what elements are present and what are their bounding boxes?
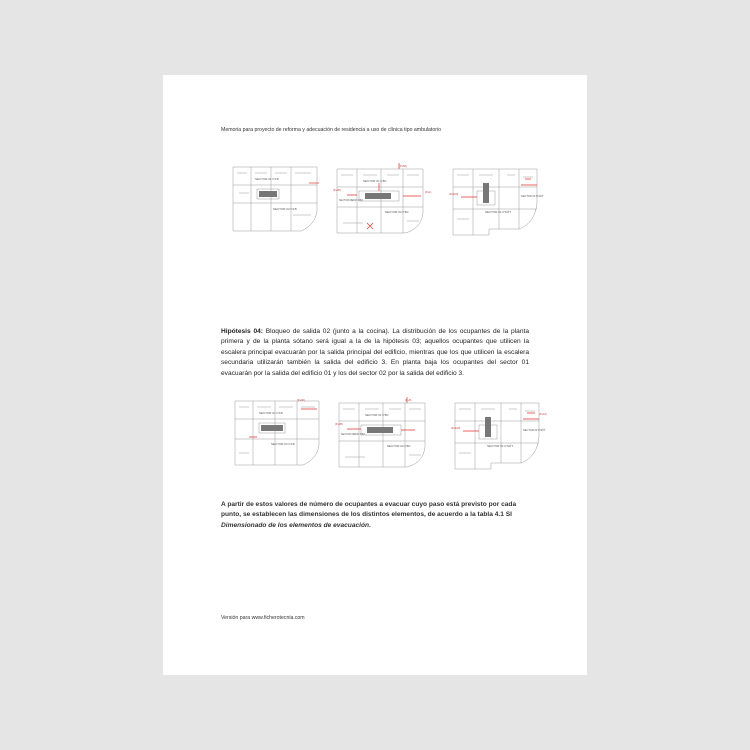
plan-label: SECTOR 02 P.BJ bbox=[387, 444, 411, 448]
plan-label: SECTOR MEDIO P.BJ bbox=[339, 199, 363, 202]
plan-label: SECTOR 02 P.1B bbox=[273, 207, 297, 211]
floor-plans-row-1 bbox=[231, 163, 561, 239]
floor-plan-basement bbox=[449, 163, 559, 239]
floor-plan-first-floor-h4 bbox=[231, 397, 331, 473]
plan-label: (P+12) bbox=[539, 413, 547, 416]
hypothesis-paragraph bbox=[221, 327, 529, 380]
floor-plan-basement-h4 bbox=[451, 397, 561, 473]
plan-label: SECTOR 01 P.SÓT bbox=[485, 210, 512, 214]
document-page bbox=[163, 75, 587, 675]
plan-label: (P+100) bbox=[449, 193, 459, 196]
plan-label: SECTOR 01 P.1B bbox=[259, 411, 283, 415]
plan-label: (P+66) bbox=[399, 165, 407, 168]
plan-label: (P+5) bbox=[405, 399, 412, 402]
plan-label: SECTOR 01 P.SÓT bbox=[487, 444, 514, 448]
plan-label: SECTOR MEDIO P.BJ bbox=[341, 433, 365, 436]
plan-label: SECTOR 01 P.BJ bbox=[365, 413, 389, 417]
floor-plans-row-2 bbox=[231, 397, 561, 473]
plan-label: (P+60) bbox=[297, 399, 305, 402]
floor-plan-first-floor bbox=[231, 163, 329, 239]
page-header: Memoria para proyecto de reforma y adecuación de residencia a uso de clínica tipo ambulatorio bbox=[221, 127, 442, 133]
plan-label: (P+35) bbox=[333, 189, 341, 192]
plan-label: SECTOR 01 P.1B bbox=[255, 177, 279, 181]
page-footer: Versión para www.ficherotecnia.com bbox=[221, 615, 305, 621]
conclusion-italic: Dimensionado de los elementos de evacuación bbox=[221, 521, 370, 529]
plan-label: SECTOR 01 P.BJ bbox=[363, 179, 387, 183]
conclusion-text: A partir de estos valores de número de ocupantes a evacuar cuyo paso está previsto por cada punto, se establecen las dimensiones de los distintos elementos, de acuerdo a la tabla 4.1 SI bbox=[221, 500, 517, 519]
plan-label: SECTOR 02 P.SÓT bbox=[521, 195, 544, 198]
plan-label: (P+35) bbox=[335, 423, 343, 426]
conclusion-end: . bbox=[369, 521, 371, 529]
plan-label: (P+100) bbox=[451, 427, 461, 430]
hypothesis-text: Bloqueo de salida 02 (junto a la cocina). La distribución de los ocupantes de la planta primera y de la planta sótano será igual a la de la hipótesis 03; aquellos ocupantes que utilicen la escalera principal evacuarán por la salida principal del edificio, mientras que los que utilicen la escalera secundaria utilizarán también la salida del edificio 3. En planta baja los ocupantes del sector 01 evacuarán por la salida del edificio 01 y los del sector 02 por la salida del edificio 3. bbox=[221, 327, 529, 377]
plan-label: SECTOR 02 P.1B bbox=[271, 442, 295, 446]
conclusion-paragraph bbox=[221, 500, 525, 532]
plan-label: SECTOR 02 P.SÓT bbox=[523, 429, 546, 432]
plan-label: (P+1) bbox=[425, 191, 432, 194]
floor-plan-ground-floor bbox=[333, 163, 443, 239]
plan-label: SECTOR 02 P.BJ bbox=[385, 210, 409, 214]
floor-plan-ground-floor-h4 bbox=[335, 397, 445, 473]
hypothesis-label: Hipótesis 04: bbox=[221, 327, 263, 335]
